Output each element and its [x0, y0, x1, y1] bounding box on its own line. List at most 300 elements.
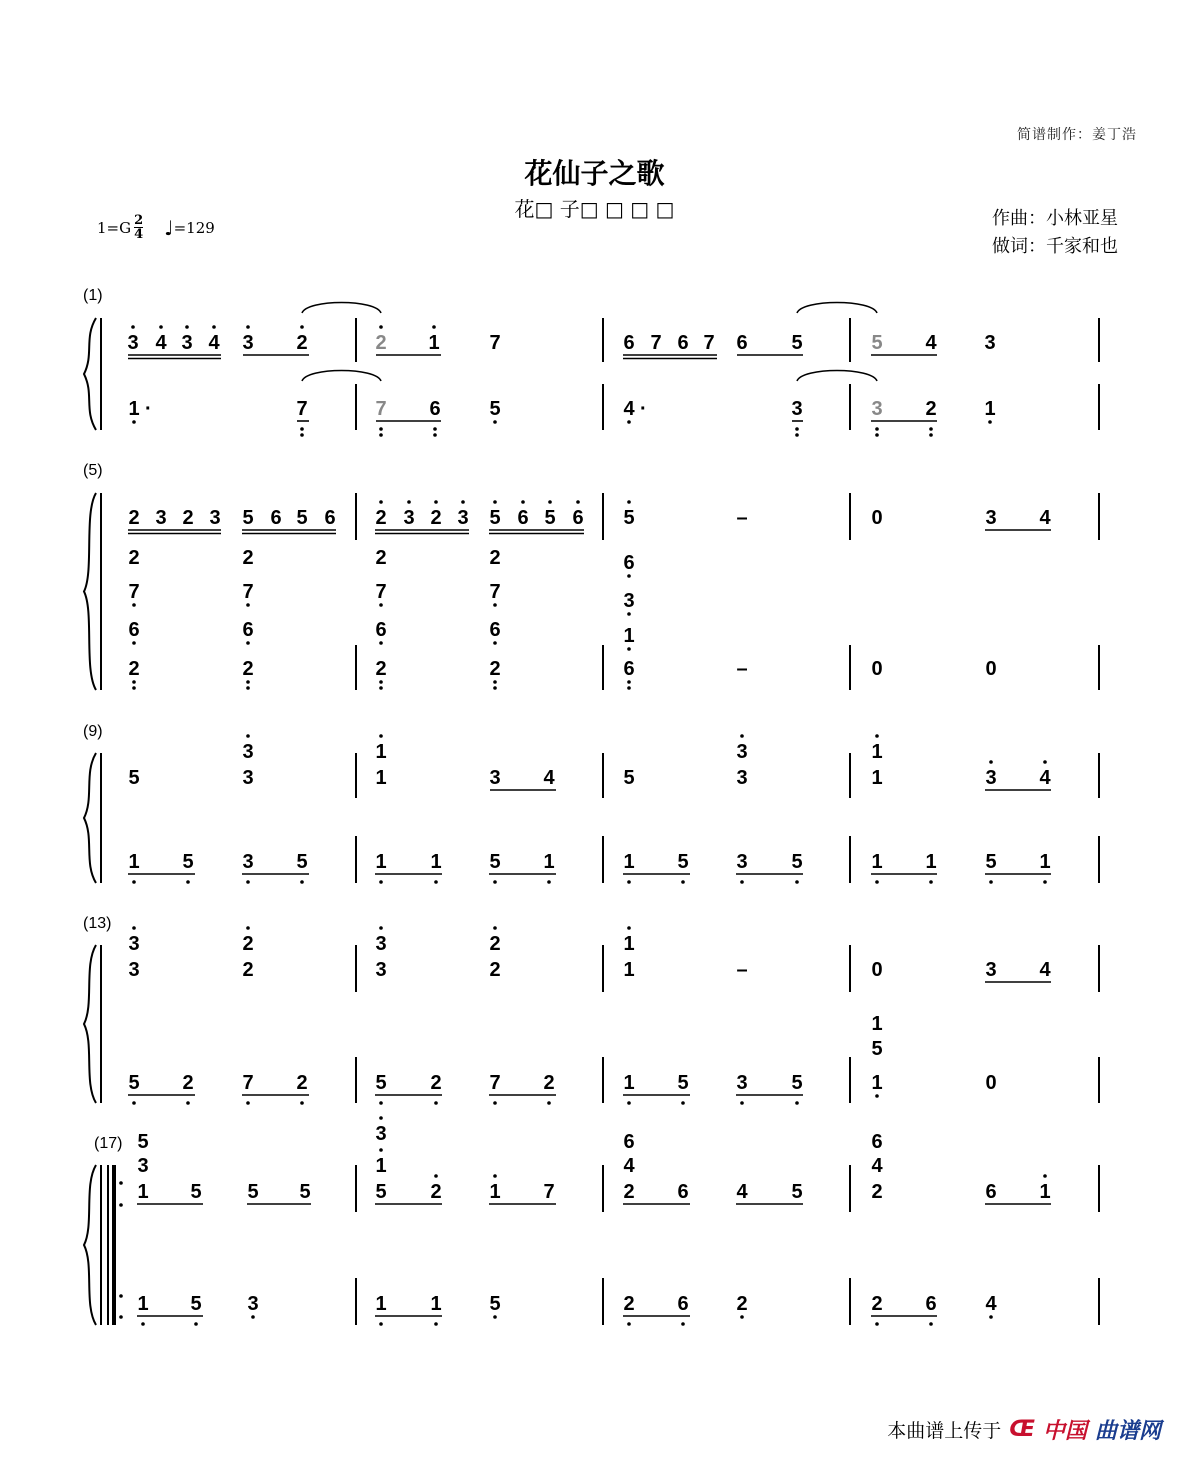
- note: 4: [1039, 959, 1051, 981]
- note: 3: [736, 851, 748, 873]
- octave-dot: [627, 574, 631, 578]
- measure-label: (17): [94, 1135, 123, 1152]
- octave-dot: [131, 325, 135, 329]
- note: 0: [871, 959, 883, 981]
- note: 4: [208, 332, 220, 354]
- note: 2: [489, 547, 501, 569]
- note: 1: [871, 1013, 883, 1035]
- note: 3: [209, 507, 221, 529]
- note: 1: [375, 851, 387, 873]
- note: 1: [375, 1155, 387, 1177]
- note: 3: [155, 507, 167, 529]
- octave-dot: [212, 325, 216, 329]
- note: 3: [242, 767, 254, 789]
- note: 2: [623, 1181, 635, 1203]
- note: 2: [128, 658, 140, 680]
- note: 1: [489, 1181, 501, 1203]
- octave-dot: [379, 641, 383, 645]
- note: 4: [925, 332, 937, 354]
- note: 5: [247, 1181, 259, 1203]
- octave-dot: [300, 1101, 304, 1105]
- note: 7: [489, 581, 501, 603]
- octave-dot: [132, 680, 136, 684]
- octave-dot: [795, 427, 799, 431]
- note: 3: [871, 398, 883, 420]
- note: 3: [247, 1293, 259, 1315]
- time-bottom: 4: [134, 227, 144, 242]
- note: 1: [430, 851, 442, 873]
- octave-dot: [300, 427, 304, 431]
- note: 0: [871, 507, 883, 529]
- octave-dot: [132, 603, 136, 607]
- note: 2: [489, 658, 501, 680]
- time-top: 2: [134, 213, 144, 228]
- note: 7: [489, 332, 501, 354]
- tie-arc: [302, 303, 381, 314]
- note: 5: [128, 767, 140, 789]
- note: 1: [128, 851, 140, 873]
- note: 5: [190, 1181, 202, 1203]
- octave-dot: [132, 880, 136, 884]
- octave-dot: [119, 1181, 123, 1185]
- note: 7: [375, 581, 387, 603]
- note: 5: [296, 507, 308, 529]
- octave-dot: [875, 433, 879, 437]
- note: 1: [430, 1293, 442, 1315]
- composer: 作曲：小林亚星: [992, 208, 1118, 229]
- octave-dot: [432, 325, 436, 329]
- octave-dot: [681, 1322, 685, 1326]
- augmentation-dot: ·: [145, 398, 152, 420]
- octave-dot: [795, 880, 799, 884]
- quarter-note-icon: ♩: [164, 215, 174, 240]
- octave-dot: [493, 680, 497, 684]
- note: 5: [137, 1131, 149, 1153]
- note: 5: [677, 1072, 689, 1094]
- note: 3: [128, 959, 140, 981]
- note: 5: [985, 851, 997, 873]
- octave-dot: [627, 926, 631, 930]
- measure-label: (5): [83, 462, 103, 479]
- octave-dot: [251, 1315, 255, 1319]
- note: 3: [985, 959, 997, 981]
- note: 2: [871, 1293, 883, 1315]
- note: 3: [791, 398, 803, 420]
- octave-dot: [989, 1315, 993, 1319]
- note: 3: [242, 851, 254, 873]
- site-logo-icon: Œ: [1009, 1417, 1035, 1442]
- octave-dot: [875, 880, 879, 884]
- octave-dot: [434, 500, 438, 504]
- note: 1: [623, 933, 635, 955]
- note: 7: [375, 398, 387, 420]
- note: 2: [489, 933, 501, 955]
- octave-dot: [521, 500, 525, 504]
- tempo-value: =129: [173, 218, 215, 237]
- measure-label: (1): [83, 287, 103, 304]
- note: 6: [623, 1131, 635, 1153]
- note: 3: [985, 767, 997, 789]
- note: 1: [623, 625, 635, 647]
- hold-dash: –: [736, 507, 748, 529]
- octave-dot: [379, 880, 383, 884]
- note: 4: [871, 1155, 883, 1177]
- note: 3: [736, 1072, 748, 1094]
- octave-dot: [379, 680, 383, 684]
- hold-dash: –: [736, 959, 748, 981]
- octave-dot: [379, 325, 383, 329]
- octave-dot: [929, 433, 933, 437]
- octave-dot: [379, 1148, 383, 1152]
- octave-dot: [929, 427, 933, 431]
- note: 1: [871, 851, 883, 873]
- song-title: 花仙子之歌: [524, 157, 665, 190]
- octave-dot: [493, 420, 497, 424]
- octave-dot: [246, 1101, 250, 1105]
- octave-dot: [875, 1322, 879, 1326]
- octave-dot: [434, 1322, 438, 1326]
- note: 3: [984, 332, 996, 354]
- note: 7: [242, 581, 254, 603]
- note: 5: [677, 851, 689, 873]
- octave-dot: [379, 686, 383, 690]
- octave-dot: [132, 686, 136, 690]
- octave-dot: [246, 926, 250, 930]
- note: 1: [623, 851, 635, 873]
- note: 1: [137, 1181, 149, 1203]
- octave-dot: [1043, 880, 1047, 884]
- note: 2: [489, 959, 501, 981]
- octave-dot: [989, 760, 993, 764]
- note: 2: [128, 547, 140, 569]
- note: 1: [871, 741, 883, 763]
- octave-dot: [185, 325, 189, 329]
- octave-dot: [493, 500, 497, 504]
- note: 2: [242, 933, 254, 955]
- note: 5: [791, 1181, 803, 1203]
- octave-dot: [132, 420, 136, 424]
- note: 4: [736, 1181, 748, 1203]
- octave-dot: [246, 603, 250, 607]
- octave-dot: [929, 1322, 933, 1326]
- note: 2: [375, 658, 387, 680]
- note: 2: [925, 398, 937, 420]
- note: 5: [871, 1038, 883, 1060]
- octave-dot: [627, 647, 631, 651]
- note: 2: [375, 332, 387, 354]
- note: 4: [985, 1293, 997, 1315]
- note: 5: [871, 332, 883, 354]
- octave-dot: [132, 641, 136, 645]
- note: 3: [985, 507, 997, 529]
- octave-dot: [246, 686, 250, 690]
- tie-arc: [797, 303, 877, 314]
- note: 5: [489, 1293, 501, 1315]
- note: 2: [128, 507, 140, 529]
- octave-dot: [434, 880, 438, 884]
- octave-dot: [493, 880, 497, 884]
- octave-dot: [379, 926, 383, 930]
- note: 2: [430, 1072, 442, 1094]
- note: 1: [128, 398, 140, 420]
- octave-dot: [194, 1322, 198, 1326]
- note: 7: [650, 332, 662, 354]
- note: 6: [985, 1181, 997, 1203]
- note: 4: [1039, 767, 1051, 789]
- hold-dash: –: [736, 658, 748, 680]
- octave-dot: [547, 1101, 551, 1105]
- note: 6: [623, 658, 635, 680]
- octave-dot: [493, 1174, 497, 1178]
- octave-dot: [989, 880, 993, 884]
- octave-dot: [875, 1094, 879, 1098]
- note: 3: [375, 1123, 387, 1145]
- note: 1: [984, 398, 996, 420]
- octave-dot: [246, 641, 250, 645]
- note: 1: [375, 1293, 387, 1315]
- note: 2: [375, 547, 387, 569]
- note: 2: [430, 507, 442, 529]
- note: 5: [299, 1181, 311, 1203]
- note: 3: [489, 767, 501, 789]
- note: 6: [429, 398, 441, 420]
- note: 7: [242, 1072, 254, 1094]
- note: 6: [677, 1293, 689, 1315]
- note: 6: [925, 1293, 937, 1315]
- note: 5: [375, 1072, 387, 1094]
- octave-dot: [379, 500, 383, 504]
- note: 2: [296, 332, 308, 354]
- octave-dot: [740, 880, 744, 884]
- note: 4: [623, 398, 635, 420]
- note: 3: [242, 741, 254, 763]
- note: 2: [430, 1181, 442, 1203]
- note: 5: [791, 851, 803, 873]
- note: 1: [1039, 1181, 1051, 1203]
- measure-label: (9): [83, 723, 103, 740]
- octave-dot: [493, 1101, 497, 1105]
- octave-dot: [434, 1174, 438, 1178]
- note: 1: [543, 851, 555, 873]
- octave-dot: [300, 325, 304, 329]
- octave-dot: [407, 500, 411, 504]
- note: 7: [543, 1181, 555, 1203]
- octave-dot: [300, 880, 304, 884]
- octave-dot: [627, 1322, 631, 1326]
- brace: [84, 493, 96, 690]
- note: 3: [128, 933, 140, 955]
- note: 4: [155, 332, 167, 354]
- note: 1: [871, 767, 883, 789]
- note: 2: [871, 1181, 883, 1203]
- note: 4: [1039, 507, 1051, 529]
- octave-dot: [119, 1203, 123, 1207]
- octave-dot: [246, 325, 250, 329]
- note: 0: [985, 658, 997, 680]
- augmentation-dot: ·: [640, 398, 647, 420]
- octave-dot: [379, 427, 383, 431]
- octave-dot: [433, 427, 437, 431]
- octave-dot: [627, 686, 631, 690]
- note: 3: [375, 933, 387, 955]
- note: 5: [190, 1293, 202, 1315]
- lyricist: 做词：千家和也: [992, 236, 1118, 257]
- octave-dot: [740, 1315, 744, 1319]
- note: 3: [375, 959, 387, 981]
- octave-dot: [132, 1101, 136, 1105]
- octave-dot: [379, 1116, 383, 1120]
- octave-dot: [740, 1101, 744, 1105]
- octave-dot: [379, 1101, 383, 1105]
- note: 7: [128, 581, 140, 603]
- note: 2: [623, 1293, 635, 1315]
- octave-dot: [493, 1315, 497, 1319]
- note: 6: [270, 507, 282, 529]
- note: 2: [736, 1293, 748, 1315]
- note: 6: [677, 1181, 689, 1203]
- note: 1: [871, 1072, 883, 1094]
- note: 1: [623, 959, 635, 981]
- octave-dot: [627, 680, 631, 684]
- note: 2: [242, 547, 254, 569]
- note: 3: [736, 767, 748, 789]
- octave-dot: [627, 500, 631, 504]
- octave-dot: [681, 880, 685, 884]
- note: 0: [985, 1072, 997, 1094]
- octave-dot: [132, 926, 136, 930]
- note: 6: [242, 619, 254, 641]
- octave-dot: [461, 500, 465, 504]
- note: 2: [296, 1072, 308, 1094]
- note: 2: [182, 507, 194, 529]
- footer-text: 本曲谱上传于: [887, 1420, 1002, 1442]
- note: 7: [296, 398, 308, 420]
- octave-dot: [246, 734, 250, 738]
- octave-dot: [379, 433, 383, 437]
- note: 5: [242, 507, 254, 529]
- note: 5: [489, 851, 501, 873]
- octave-dot: [119, 1294, 123, 1298]
- note: 6: [871, 1131, 883, 1153]
- note: 2: [543, 1072, 555, 1094]
- note: 1: [925, 851, 937, 873]
- octave-dot: [379, 603, 383, 607]
- note: 1: [428, 332, 440, 354]
- octave-dot: [627, 880, 631, 884]
- octave-dot: [493, 926, 497, 930]
- octave-dot: [929, 880, 933, 884]
- note: 3: [181, 332, 193, 354]
- octave-dot: [681, 1101, 685, 1105]
- octave-dot: [795, 1101, 799, 1105]
- note: 6: [324, 507, 336, 529]
- note: 5: [489, 398, 501, 420]
- site-logo-cn: 中国: [1042, 1419, 1087, 1444]
- octave-dot: [1043, 1174, 1047, 1178]
- note: 5: [182, 851, 194, 873]
- octave-dot: [988, 420, 992, 424]
- note: 6: [517, 507, 529, 529]
- note: 7: [489, 1072, 501, 1094]
- note: 4: [623, 1155, 635, 1177]
- note: 3: [736, 741, 748, 763]
- note: 5: [544, 507, 556, 529]
- octave-dot: [795, 433, 799, 437]
- note: 5: [128, 1072, 140, 1094]
- octave-dot: [627, 420, 631, 424]
- note: 4: [543, 767, 555, 789]
- note: 1: [623, 1072, 635, 1094]
- octave-dot: [300, 433, 304, 437]
- brace: [84, 318, 96, 430]
- note: 5: [375, 1181, 387, 1203]
- octave-dot: [740, 734, 744, 738]
- note: 6: [489, 619, 501, 641]
- octave-dot: [434, 1101, 438, 1105]
- arranger-credit: 简谱制作：姜丁浩: [1017, 127, 1137, 143]
- octave-dot: [119, 1315, 123, 1319]
- footer: [887, 1414, 1161, 1445]
- octave-dot: [875, 734, 879, 738]
- site-logo-name: 曲谱网: [1094, 1419, 1161, 1444]
- note: 6: [623, 332, 635, 354]
- octave-dot: [875, 427, 879, 431]
- octave-dot: [159, 325, 163, 329]
- octave-dot: [141, 1322, 145, 1326]
- octave-dot: [246, 680, 250, 684]
- note: 2: [242, 959, 254, 981]
- octave-dot: [547, 880, 551, 884]
- note: 3: [403, 507, 415, 529]
- tie-arc: [302, 371, 381, 382]
- octave-dot: [186, 880, 190, 884]
- note: 6: [375, 619, 387, 641]
- note: 6: [677, 332, 689, 354]
- note: 1: [137, 1293, 149, 1315]
- octave-dot: [186, 1101, 190, 1105]
- note: 0: [871, 658, 883, 680]
- octave-dot: [493, 641, 497, 645]
- brace: [84, 945, 96, 1103]
- brace: [84, 753, 96, 883]
- song-subtitle: 花□ 子□ □ □ □: [514, 197, 675, 221]
- octave-dot: [379, 1322, 383, 1326]
- note: 2: [182, 1072, 194, 1094]
- octave-dot: [493, 603, 497, 607]
- note: 3: [242, 332, 254, 354]
- note: 5: [791, 332, 803, 354]
- octave-dot: [379, 734, 383, 738]
- note: 6: [623, 552, 635, 574]
- brace: [84, 1165, 96, 1325]
- note: 5: [791, 1072, 803, 1094]
- note: 5: [623, 507, 635, 529]
- octave-dot: [548, 500, 552, 504]
- note: 2: [242, 658, 254, 680]
- note: 2: [375, 507, 387, 529]
- note: 3: [137, 1155, 149, 1177]
- octave-dot: [433, 433, 437, 437]
- note: 1: [1039, 851, 1051, 873]
- measure-label: (13): [83, 915, 112, 932]
- note: 5: [296, 851, 308, 873]
- octave-dot: [493, 686, 497, 690]
- note: 3: [623, 590, 635, 612]
- octave-dot: [246, 880, 250, 884]
- octave-dot: [627, 1101, 631, 1105]
- note: 3: [127, 332, 139, 354]
- tie-arc: [797, 371, 877, 382]
